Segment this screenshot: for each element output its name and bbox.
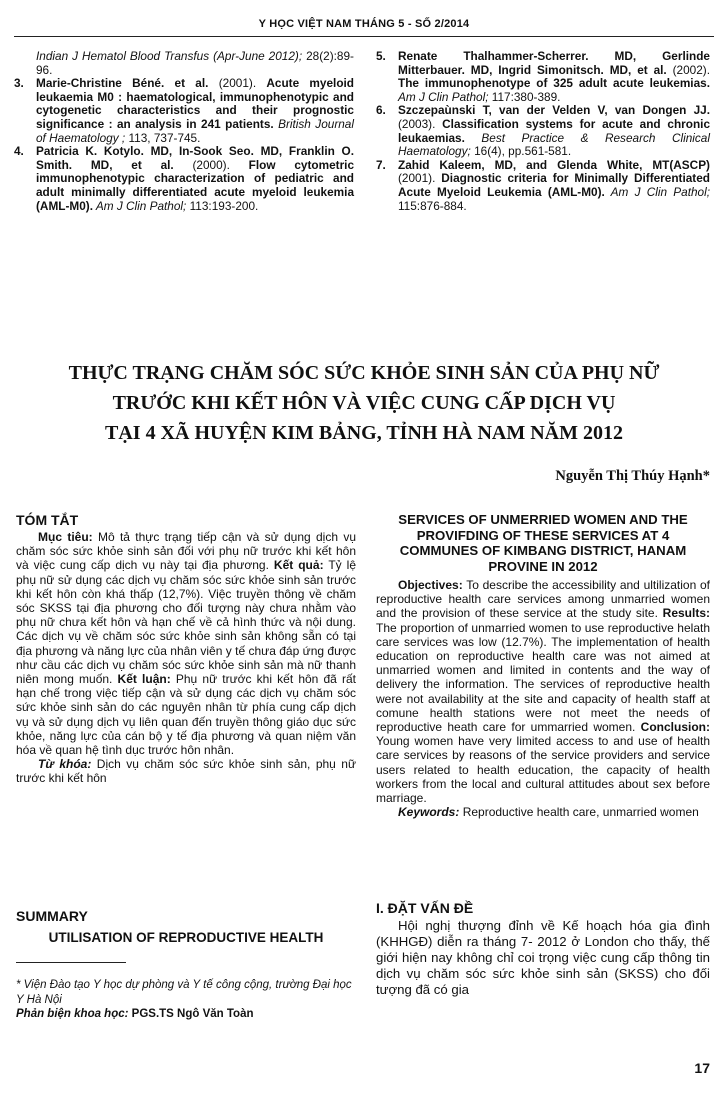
reference-number: 4. xyxy=(14,144,24,159)
conclusion-label: Conclusion: xyxy=(640,720,710,735)
reference-detail: 28(2):89-96. xyxy=(36,49,354,77)
reference-source: Am J Clin Pathol; xyxy=(93,198,187,213)
reference-title: The immunophenotype of 325 adult acute leukemias. xyxy=(398,76,710,91)
reference-number: 7. xyxy=(376,157,386,172)
reviewer-label: Phản biện khoa học: xyxy=(16,1008,129,1020)
reference-year: (2003). xyxy=(398,116,443,131)
keywords-label: Keywords: xyxy=(398,805,460,820)
results-label: Kết quả: xyxy=(273,558,324,573)
reference-authors: Renate Thalhammer-Scherrer. MD, Gerlinde Mitterbauer. MD, Ingrid Simonitsch. MD, et al. xyxy=(398,49,710,77)
reference-source: Am J Clin Pathol; xyxy=(398,89,489,104)
conclusion-text: Young women have very limited access to and use of health care services by reasons of the service providers and service users related to health education, the capacity of health workers from the local and cultural attitudes about sex before marriage. xyxy=(376,734,710,806)
reference-detail: 113:193-200. xyxy=(186,198,259,213)
results-label: Results: xyxy=(662,606,710,621)
reference-detail: 113, 737-745. xyxy=(125,130,201,145)
reference-source: Am J Clin Pathol; xyxy=(604,184,710,199)
reference-source: Best Practice & Research Clinical Haematology; xyxy=(398,130,710,159)
reference-detail: 117:380-389. xyxy=(488,89,561,104)
reviewer-name: PGS.TS Ngô Văn Toàn xyxy=(128,1008,254,1020)
intro-body xyxy=(376,918,710,998)
reference-authors: Szczepaùnski T, van der Velden V, van Dongen JJ. xyxy=(398,103,710,118)
summary-subtitle: UTILISATION OF REPRODUCTIVE HEALTH xyxy=(48,930,324,945)
reference-title: Acute myeloid leukaemia M0 : haematological, immunophenotypic and cytogenetic characteristics and their prognostic significance : an analysis in 241 patients. xyxy=(36,76,355,131)
footnote xyxy=(16,978,356,1022)
keywords-label: Từ khóa: xyxy=(38,757,92,772)
article-title-line: TRƯỚC KHI KẾT HÔN VÀ VIỆC CUNG CẤP DỊCH VỤ xyxy=(112,392,616,414)
reference-source: Indian J Hematol Blood Transfus (Apr-June 2012); xyxy=(36,49,303,63)
reference-item xyxy=(14,50,354,77)
reference-authors: Patricia K. Kotylo. MD, In-Sook Seo. MD, Franklin O. Smith. MD, et al. xyxy=(36,144,354,172)
abstract-paragraph xyxy=(16,530,356,757)
keywords-paragraph xyxy=(376,805,710,819)
reference-title: Classification systems for acute and chronic leukaemias. xyxy=(398,116,710,145)
reference-title: Flow cytometric immunophenotypic characterization of pediatric and adult minimally differentiated acute myeloid leukemia (AML-M0). xyxy=(36,157,355,213)
objectives-text: To describe the accessibility and ultilization of reproductive health care services among unmarried women and the provision of these service at the study site. xyxy=(376,578,710,621)
keywords-paragraph xyxy=(16,757,356,785)
summary-heading: SUMMARY xyxy=(16,908,88,924)
objectives-text: Mô tả thực trạng tiếp cận và sử dụng dịch vụ chăm sóc sức khỏe sinh sản đối với phụ nữ trước khi kết hôn và việc cung cấp dịch vụ này tại địa phương. xyxy=(16,530,356,573)
article-author: Nguyễn Thị Thúy Hạnh* xyxy=(555,468,710,484)
reference-authors: Marie-Christine Béné. et al. xyxy=(36,76,209,91)
reference-item xyxy=(376,159,710,213)
reference-item xyxy=(376,50,710,104)
article-title-line: TẠI 4 XÃ HUYỆN KIM BẢNG, TỈNH HÀ NAM NĂM 2012 xyxy=(105,422,623,444)
reference-number: 6. xyxy=(376,103,386,118)
objectives-label: Mục tiêu: xyxy=(38,530,93,544)
reference-number: 5. xyxy=(376,49,386,63)
intro-paragraph: Hội nghị thượng đỉnh về Kế hoạch hóa gia đình (KHHGĐ) diễn ra tháng 7- 2012 ở London cho thấy, thế giới hiện nay không chỉ coi trọng việc cung cấp thông tin dịch vụ chăm sóc sức khỏe sinh sản (SKSS) cho đối tượng đã có gia xyxy=(376,918,710,997)
reference-detail: 115:876-884. xyxy=(398,198,467,213)
reference-item xyxy=(14,77,354,145)
reference-year: (2001). xyxy=(398,171,442,186)
article-title-line: THỰC TRẠNG CHĂM SÓC SỨC KHỎE SINH SẢN CỦA PHỤ NỮ xyxy=(68,362,660,384)
reference-source: British Journal of Haematology ; xyxy=(36,116,354,145)
reference-title: Diagnostic criteria for Minimally Differentiated Acute Myeloid Leukemia (AML-M0). xyxy=(398,171,711,199)
results-text: Tỷ lệ phụ nữ sử dụng các dịch vụ chăm sóc sức khỏe sinh sản trước khi kết hôn còn khá thấp (12,7%). Việc truyền thông về chăm sóc SKSS tại địa phương cho đối tượng này chưa nhằm vào phụ nữ chưa kết hôn và hạn chế về cả hình thức và nội dung. Các dịch vụ về chăm sóc sức khỏe sinh sản không sẵn có tại địa phương và năng lực của nhân viên y tế chưa đáp ứng được như cầu các dịch vụ chăm sóc sức khỏe sinh sản mà nữ thanh niên mong muốn. xyxy=(16,558,356,687)
footnote-affiliation: * Viện Đào tạo Y học dự phòng và Y tế công cộng, trường Đại học Y Hà Nội xyxy=(16,979,352,1006)
conclusion-label: Kết luận: xyxy=(117,672,171,687)
conclusion-text: Phụ nữ trước khi kết hôn đã rất hạn chế trong việc tiếp cận và sử dụng các dịch vụ chăm sóc sức khỏe sinh sản do các nguyên nhân từ phía cung cấp dịch vụ và sử dụng dịch vụ liên quan đến truyền thông giáo dục sức khỏe, năng lực của cán bộ y tế địa phương và quan niệm văn hóa về quan hệ tình dục trước hôn nhân. xyxy=(16,672,357,758)
reference-year: (2000). xyxy=(173,157,249,172)
footnote-rule xyxy=(16,962,126,963)
intro-heading: I. ĐẶT VẤN ĐỀ xyxy=(376,900,474,916)
results-text: The proportion of unmarried women to use reproductive helath care services was low (12.7%). The implementation of health education on reproductive health care was not aimed at unmarried women and limited in contents and the way of delivery the information. The services of reproductive health were not availability at the site and capacity of health staff at comune health stations were not meet the needs of reproductive heath care for ummarried women. xyxy=(376,620,710,735)
article-title xyxy=(0,358,728,448)
reference-authors: Zahid Kaleem, MD, and Glenda White, MT(ASCP) xyxy=(398,157,710,172)
reference-item xyxy=(14,145,354,213)
objectives-label: Objectives: xyxy=(398,578,463,592)
header-rule xyxy=(14,36,714,37)
english-title: SERVICES OF UNMERRIED WOMEN AND THE PROVIFDING OF THESE SERVICES AT 4 COMMUNES OF KIMBANG DISTRICT, HANAM PROVINE IN 2012 xyxy=(398,512,688,574)
abstract-vietnamese xyxy=(16,530,356,786)
abstract-english xyxy=(376,578,710,819)
keywords-text: Reproductive health care, unmarried women xyxy=(459,805,699,820)
references-right-column xyxy=(376,50,710,213)
keywords-text: Dịch vụ chăm sóc sức khỏe sinh sản, phụ nữ trước khi kết hôn xyxy=(16,757,357,786)
reference-item xyxy=(376,104,710,158)
reference-year: (2001). xyxy=(208,76,267,91)
abstract-heading: TÓM TẮT xyxy=(16,512,79,528)
reference-year: (2002). xyxy=(666,62,710,77)
reference-number: 3. xyxy=(14,76,24,91)
abstract-paragraph xyxy=(376,578,710,805)
running-header: Y HỌC VIỆT NAM THÁNG 5 - SỐ 2/2014 xyxy=(258,18,470,30)
page-number: 17 xyxy=(694,1060,710,1076)
reference-detail: 16(4), pp.561-581. xyxy=(470,144,572,159)
references-left-column xyxy=(14,50,354,213)
